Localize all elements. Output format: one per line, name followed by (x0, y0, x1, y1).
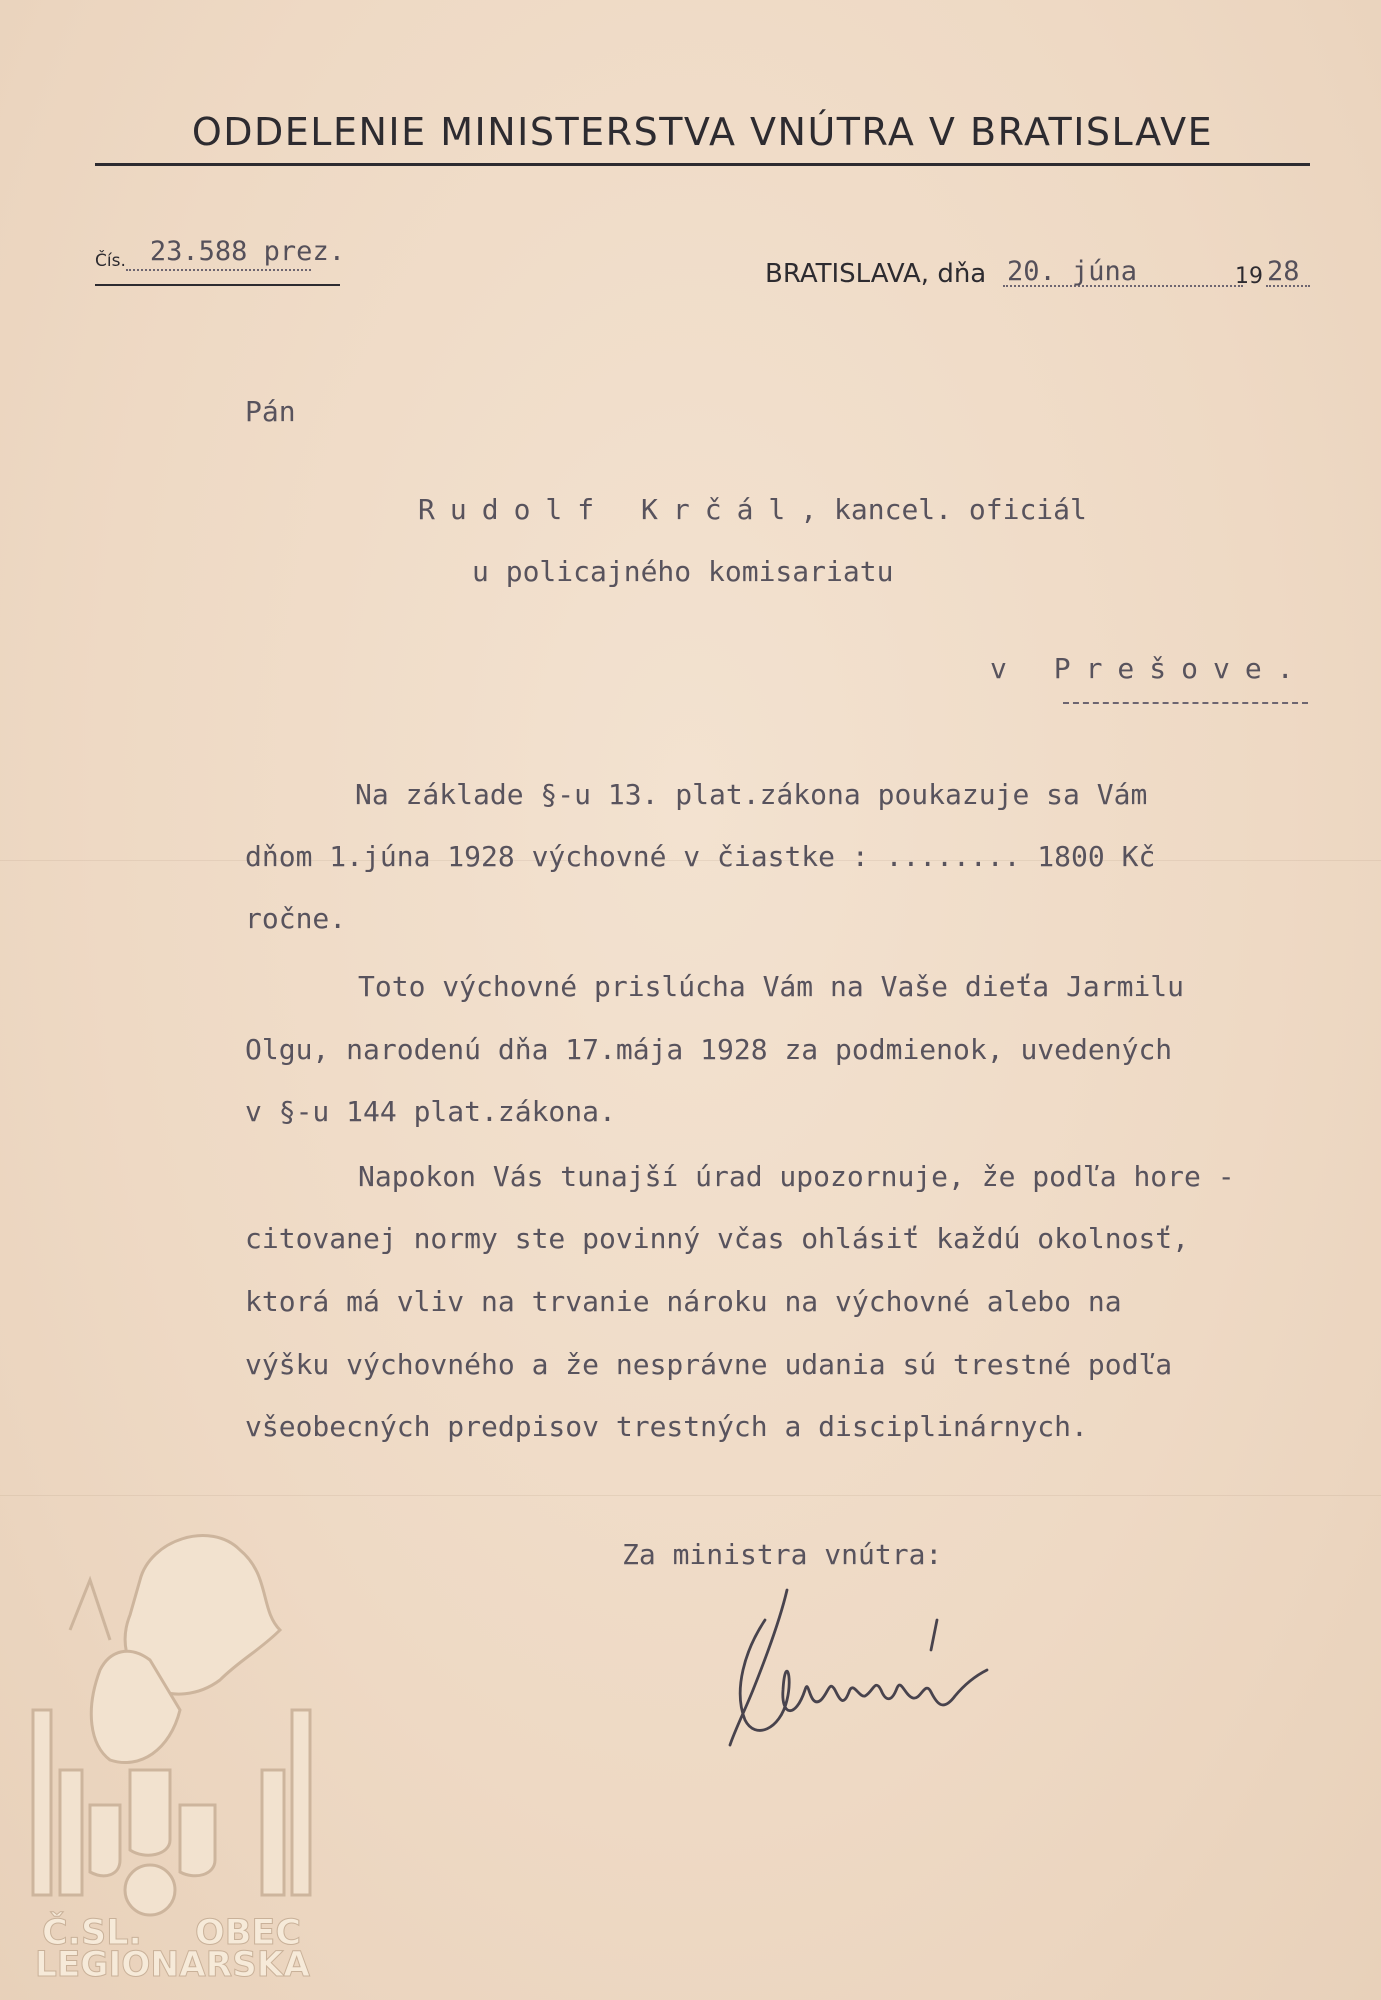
addressee-title: , kancel. oficiál (800, 493, 1087, 526)
body-line: Olgu, narodenú dňa 17.mája 1928 za podmienok, uvedených (245, 1033, 1173, 1066)
reference-number (95, 236, 345, 271)
body-line: v §-u 144 plat.zákona. (245, 1095, 616, 1128)
seal-text-line2: OBEC (195, 1913, 302, 1953)
letterhead-rule (95, 163, 1310, 166)
body-line: ročne. (245, 902, 347, 935)
body-line: Na základe §-u 13. plat.zákona poukazuje sa Vám (355, 778, 1148, 811)
date-year: 28 (1267, 256, 1300, 287)
seal-text-line3: LEGIONARSKA (35, 1945, 310, 1980)
addressee-name-line (418, 493, 1087, 526)
reference-value (150, 236, 345, 267)
salutation: Pán (245, 395, 296, 428)
body-line: Napokon Vás tunajší úrad upozornuje, že podľa hore - (358, 1160, 1235, 1193)
addressee-name: Rudolf Krčál (418, 493, 801, 526)
date-century: 19 (1235, 264, 1263, 289)
body-line: Toto výchovné prislúcha Vám na Vaše dieťa Jarmilu (358, 970, 1185, 1003)
handwritten-signature (725, 1580, 1045, 1755)
letterhead-title: ODDELENIE MINISTERSTVA VNÚTRA V BRATISLAVE (191, 110, 1214, 154)
reference-suffix: prez. (263, 236, 345, 267)
seal-text-line1: Č.SL. (42, 1913, 142, 1953)
addressee-city: v Prešove. (990, 652, 1309, 685)
reference-number-value: 23.588 (149, 236, 248, 267)
body-line: citovanej normy ste povinný včas ohlásiť každú okolnosť, (245, 1222, 1190, 1255)
reference-underline (95, 284, 340, 286)
body-line: všeobecných predpisov trestných a disciplinárnych. (245, 1410, 1088, 1443)
paper-fold (0, 1495, 1381, 1496)
date-day-month: 20. júna (1007, 256, 1138, 287)
body-line: dňom 1.júna 1928 výchovné v čiastke : ........ 1800 Kč (245, 840, 1156, 873)
body-line: výšku výchovného a že nesprávne udania sú trestné podľa (245, 1348, 1173, 1381)
reference-dots (126, 236, 345, 271)
reference-label: Čís. (95, 251, 126, 271)
date-city: BRATISLAVA, dňa (765, 259, 987, 289)
body-line: ktorá má vliv na trvanie nároku na výchovné alebo na (245, 1285, 1122, 1318)
addressee-office: u policajného komisariatu (472, 555, 894, 588)
document-date (765, 255, 1310, 295)
closing-line: Za ministra vnútra: (622, 1538, 943, 1571)
legion-seal-emboss (30, 1520, 315, 1980)
city-underline (1063, 702, 1308, 704)
